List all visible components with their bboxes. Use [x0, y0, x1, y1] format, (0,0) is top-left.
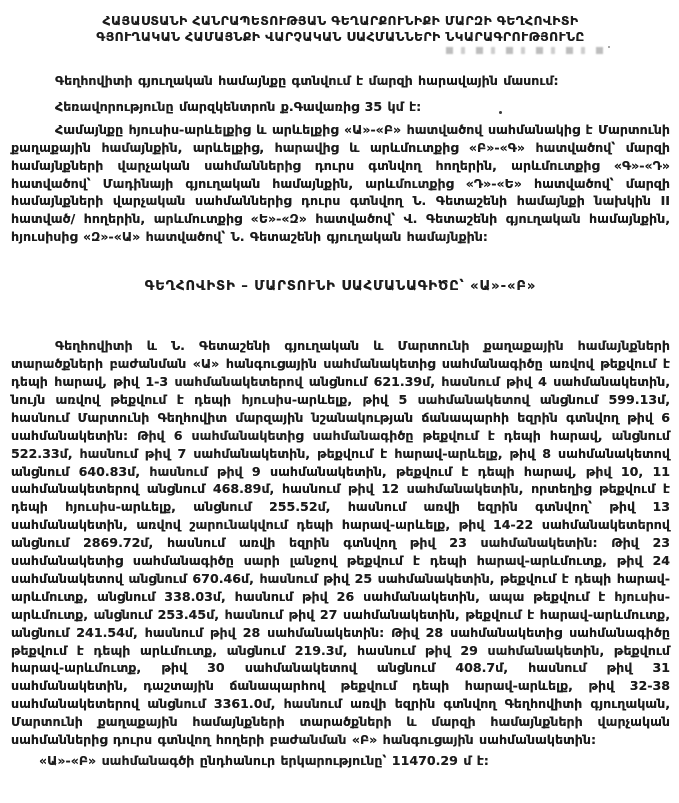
- document-title-line-1: ՀԱՅԱՍՏԱՆԻ ՀԱՆՐԱՊԵՏՈՒԹՅԱՆ ԳԵՂԱՐՔՈՒՆԻՔԻ ՄԱՐԶԻ ԳԵՂՀՈՎԻՏԻ: [102, 13, 579, 28]
- document-header: [11, 13, 670, 45]
- paragraph-community-location: Գեղհովիտի գյուղական համայնքը գտնվում է մարզի հարավային մասում:: [55, 73, 559, 88]
- scan-speckle: [499, 111, 502, 114]
- scan-smudge-artifact: [446, 47, 606, 54]
- section-heading-boundary-a-b: ԳԵՂՀՈՎԻՏԻ – ՄԱՐՏՈՒՆԻ ՍԱՀՄԱՆԱԳԻԾԸ՝ «Ա»-«Բ»: [144, 279, 537, 295]
- scan-speckle: [608, 46, 610, 48]
- paragraph-total-boundary-length: «Ա»-«Բ» սահմանագծի ընդհանուր երկարությունը՝ 11470.29 մ է:: [39, 753, 489, 768]
- paragraph-boundary-description: Գեղհովիտի և Ն. Գետաշենի գյուղական և Մարտունի քաղաքային համայնքների տարածքների բաժանման «Ա» հանգուցային սահմանակետից սահմանագիծը առվով թեքվում է դեպի հարավ, թիվ 1-3 սահմանակետերով անցնում 621.39մ, հասնում թիվ 4 սահմանակետին, նույն առվով թեքվում է դեպի հյուսիս-արևելք, թիվ 5 սահմանակետով անցնում 599.13մ, հասնում Մարտունի Գեղհովիտ մարզային նշանակության ճանապարհի եզրին գտնվող թիվ 6 սահմանակետին: Թիվ 6 սահմանակետից սահմանագիծը թեքվում է դեպի հարավ, անցնում 522.33մ, հասնում թիվ 7 սահմանակետին, թեքվում է հարավ-արևելք, թիվ 8 սահմանակետով անցնում 640.83մ, հասնում թիվ 9 սահմանակետին, թեքվում է դեպի հարավ, թիվ 10, 11 սահմանակետերով անցնում 468.89մ, հասնում թիվ 12 սահմանակետին, որտեղից թեքվում է դեպի հյուսիս-արևելք, անցնում 255.52մ, հասնում առվի եզրին գտնվող՝ թիվ 13 սահմանակետին, առվով շարունակվում դեպի հարավ-արևելք, թիվ 14-22 սահմանակետերով անցնում 2869.72մ, հասնում առվի եզրին գտնվող թիվ 23 սահմանակետին: Թիվ 23 սահմանակետից սահմանագիծը սարի լանջով թեքվում է դեպի հարավ-արևմուտք, թիվ 24 սահմանակետով անցնում 670.46մ, հասնում թիվ 25 սահմանակետին, թեքվում է դեպի հարավ-արևմուտք, անցնում 338.03մ, հասնում թիվ 26 սահմանակետին, ապա թեքվում է հյուսիս-արևմուտք, անցնում 253.45մ, հասնում թիվ 27 սահմանակետին, թեքվում է հարավ-արևմուտք, անցնում 241.54մ, հասնում թիվ 28 սահմանակետին: Թիվ 28 սահմանակետից սահմանագիծը թեքվում է դեպի արևմուտք, անցնում 219.3մ, հասնում թիվ 29 սահմանակետին, թեքվում հարավ-արևմուտք, թիվ 30 սահմանակետով անցնում 408.7մ, հասնում թիվ 31 սահմանակետին, դաշտային ճանապարհով թեքվում դեպի հարավ-արևելք, թիվ 32-38 սահմանակետերով անցնում 3361.0մ, հասնում առվի եզրին գտնվող Գեղհովիտի գյուղական, Մարտունի քաղաքային համայնքների տարածքների և մարզի համայնքների վարչական սահմաններից դուրս գտնվող հողերի բաժանման «Բ» հանգուցային սահմանակետին:: [11, 338, 670, 748]
- paragraph-adjacent-borders: Համայնքը հյուսիս-արևելքից և արևելքից «Ա»-«Բ» հատվածով սահմանակից է Մարտունի քաղաքային համայնքին, արևելքից, հարավից և արևմուտքից «Բ»-«Գ» հատվածով՝ մարզի համայնքների վարչական սահմաններից դուրս գտնվող հողերին, արևմուտքից «Գ»-«Դ» հատվածով՝ Մադինայի գյուղական համայնքին, արևմուտքից «Դ»-«Ե» հատվածով՝ մարզի համայնքների վարչական սահմաններից դուրս գտնվող Ն. Գետաշենի համայնքի նախկին II հատված/ հողերին, արևմուտքից «Ե»-«Զ» հատվածով՝ Վ. Գետաշենի գյուղական համայնքին, հյուսիսից «Զ»-«Ա» հատվածով՝ Ն. Գետաշենի գյուղական համայնքին:: [11, 121, 670, 245]
- document-title-line-2: ԳՅՈՒՂԱԿԱՆ ՀԱՄԱՅՆՔԻ ՎԱՐՉԱԿԱՆ ՍԱՀՄԱՆՆԵՐԻ ՆԿԱՐԱԳՐՈՒԹՅՈՒՆԸ: [96, 29, 585, 44]
- paragraph-distance-to-center: Հեռավորությունը մարզկենտրոն ք.Գավառից 35 կմ է:: [55, 98, 422, 114]
